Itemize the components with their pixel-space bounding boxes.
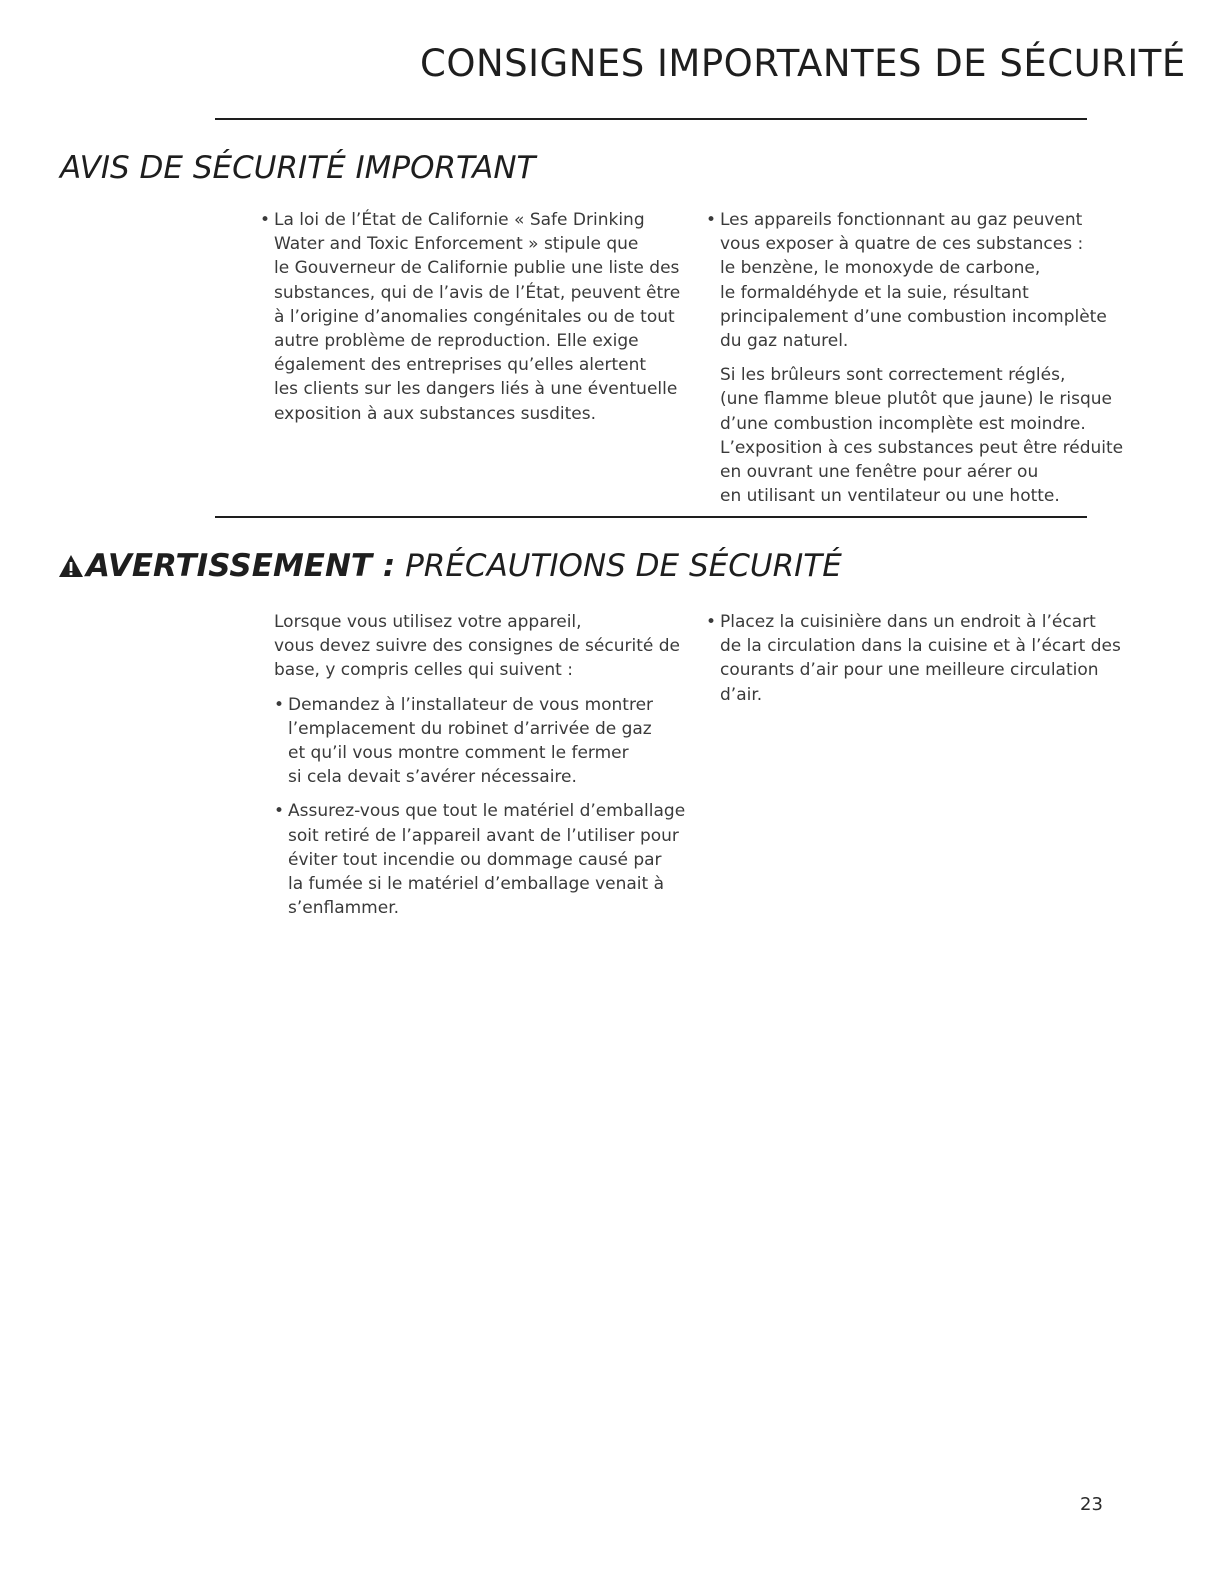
text-line: le benzène, le monoxyde de carbone,: [720, 258, 1041, 279]
text-line: également des entreprises qu’elles alertent: [274, 355, 647, 376]
heading-warning-label: AVERTISSEMENT :: [86, 548, 396, 584]
avis-left-bullet: [260, 208, 690, 426]
text-line: L’exposition à ces substances peut être réduite: [720, 437, 1124, 458]
text-line: Si les brûleurs sont correctement réglés,: [720, 365, 1066, 386]
text-line: en ouvrant une fenêtre pour aérer ou: [720, 462, 1039, 483]
section-heading-avis: AVIS DE SÉCURITÉ IMPORTANT: [60, 150, 536, 186]
text-line: courants d’air pour une meilleure circulation: [720, 660, 1099, 681]
text-line: d’une combustion incomplète est moindre.: [720, 413, 1086, 434]
text-line: • Placez la cuisinière dans un endroit à l’écart: [720, 612, 1096, 632]
text-line: à l’origine d’anomalies congénitales ou de tout: [274, 306, 675, 327]
text-line: (une flamme bleue plutôt que jaune) le risque: [720, 389, 1112, 410]
text-line: • Assurez-vous que tout le matériel d’emballage: [288, 801, 686, 822]
avis-right-column: [706, 208, 1124, 518]
avis-right-paragraph: [706, 363, 1124, 508]
text-line: soit retiré de l’appareil avant de l’utiliser pour: [288, 825, 679, 846]
text-line: l’emplacement du robinet d’arrivée de gaz: [288, 718, 652, 739]
text-line: d’air.: [720, 684, 763, 705]
text-line: exposition à aux substances susdites.: [274, 403, 597, 424]
precautions-bullet-emballage: [274, 799, 694, 920]
text-line: le formaldéhyde et la suie, résultant: [720, 282, 1029, 303]
heading-warning-title: PRÉCAUTIONS DE SÉCURITÉ: [395, 548, 842, 584]
text-line: de la circulation dans la cuisine et à l’écart des: [720, 636, 1121, 657]
precautions-right-column: [706, 610, 1121, 717]
text-line: le Gouverneur de Californie publie une liste des: [274, 258, 680, 279]
text-line: et qu’il vous montre comment le fermer: [288, 743, 629, 764]
text-line: autre problème de reproduction. Elle exige: [274, 331, 639, 352]
text-line: la fumée si le matériel d’emballage venait à: [288, 874, 665, 895]
page-title: CONSIGNES IMPORTANTES DE SÉCURITÉ: [420, 42, 1186, 85]
precautions-bullet-emplacement: [706, 610, 1121, 707]
section-divider: [215, 516, 1087, 518]
text-line: • Les appareils fonctionnant au gaz peuvent: [720, 210, 1083, 230]
avis-right-bullet: [706, 208, 1116, 353]
warning-triangle-icon: [58, 550, 84, 586]
precautions-bullet-robinet: [274, 693, 694, 790]
precautions-left-column: [274, 610, 694, 930]
text-line: principalement d’une combustion incomplète: [720, 306, 1107, 327]
text-line: • La loi de l’État de Californie « Safe Drinking: [274, 210, 645, 230]
text-line: s’enflammer.: [288, 898, 400, 919]
title-divider: [215, 118, 1087, 120]
section-heading-avertissement: [58, 548, 842, 586]
text-line: • Demandez à l’installateur de vous montrer: [288, 694, 654, 715]
avis-left-column: [260, 208, 690, 436]
text-line: éviter tout incendie ou dommage causé par: [288, 849, 662, 870]
precautions-intro: [274, 610, 694, 683]
text-line: Lorsque vous utilisez votre appareil,: [274, 612, 582, 632]
text-line: Water and Toxic Enforcement » stipule que: [274, 234, 639, 255]
text-line: les clients sur les dangers liés à une éventuelle: [274, 379, 678, 400]
text-line: vous exposer à quatre de ces substances :: [720, 234, 1084, 255]
page-number: 23: [1080, 1494, 1103, 1515]
text-line: vous devez suivre des consignes de sécurité de: [274, 636, 680, 657]
text-line: en utilisant un ventilateur ou une hotte.: [720, 486, 1060, 507]
text-line: base, y compris celles qui suivent :: [274, 660, 573, 681]
text-line: du gaz naturel.: [720, 331, 849, 352]
text-line: substances, qui de l’avis de l’État, peuvent être: [274, 282, 681, 303]
text-line: si cela devait s’avérer nécessaire.: [288, 767, 577, 788]
